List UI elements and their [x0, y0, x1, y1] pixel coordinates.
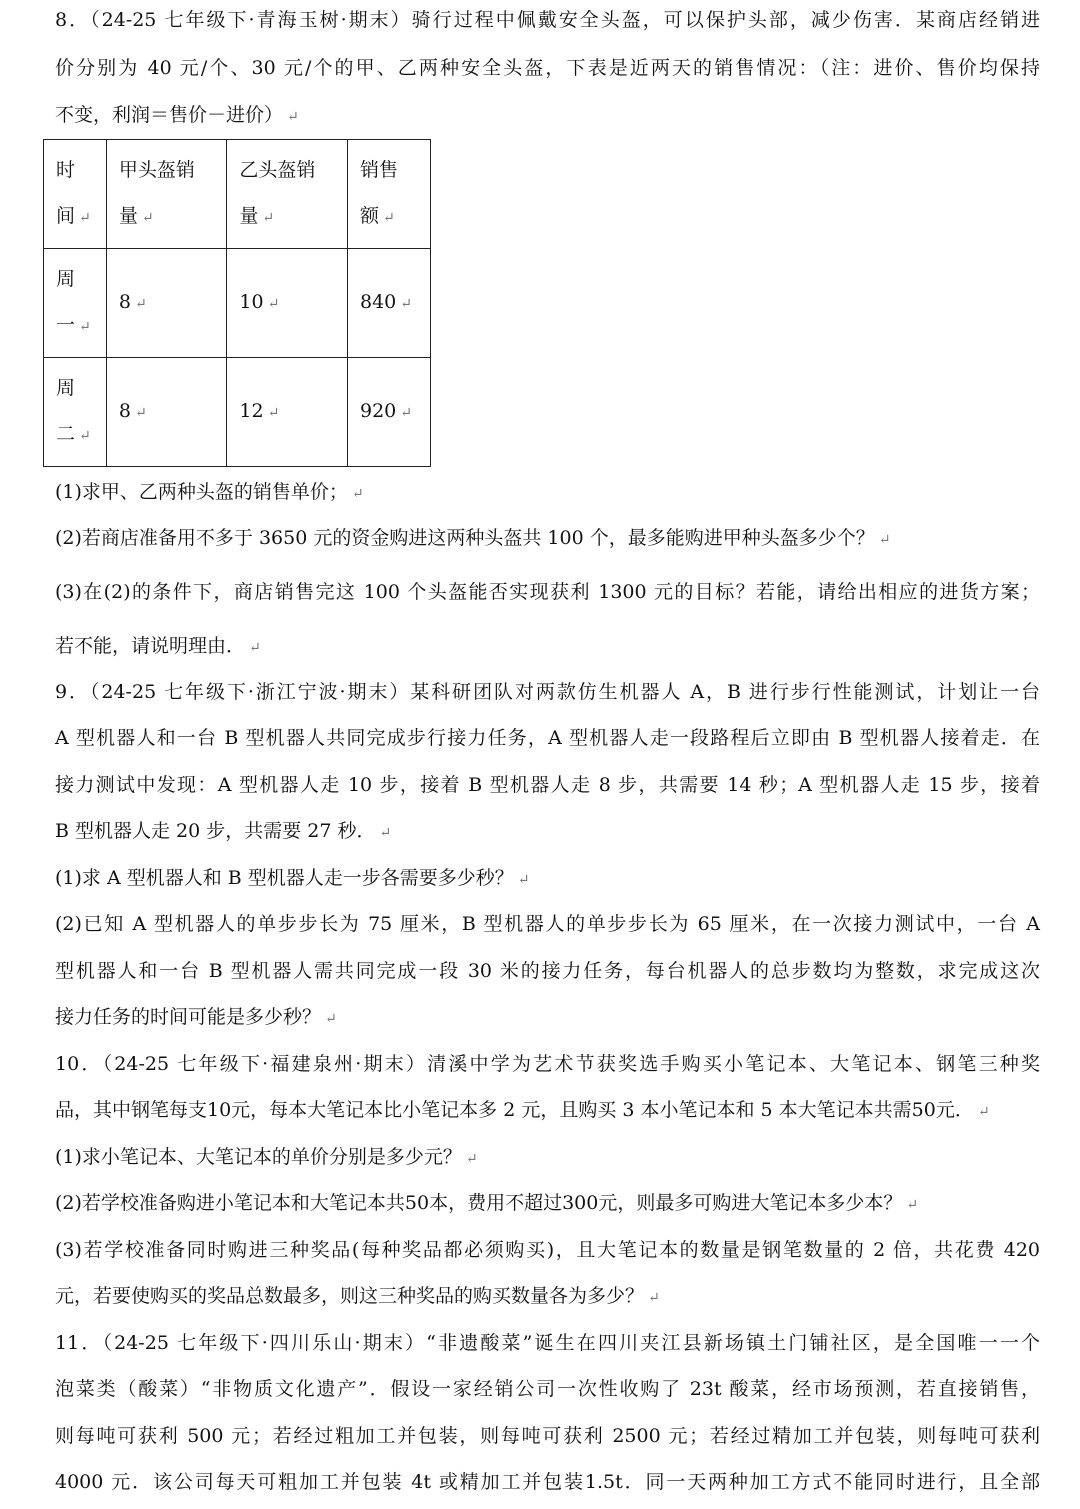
q11-line-4: 4000 元．该公司每天可粗加工并包装 4t 或精加工并包装1.5t．同一天两种加工方式不能同时进行，且全部	[55, 1471, 1040, 1493]
table-row	[44, 358, 431, 467]
return-mark-icon: ↵	[287, 109, 299, 125]
q10-part-3b: 元，若要使购买的奖品总数最多，则这三种奖品的购买数量各为多少？ ↵	[55, 1285, 660, 1307]
q8-part-3b: 若不能，请说明理由． ↵	[55, 635, 261, 657]
return-mark-icon: ↵	[267, 296, 280, 312]
return-mark-icon: ↵	[906, 1197, 919, 1213]
return-mark-icon: ↵	[325, 1011, 337, 1027]
header-cell-b-sales: 乙头盔销 量 ↵	[227, 140, 348, 249]
q10-part-2: (2)若学校准备购进小笔记本和大笔记本共50本，费用不超过300元，则最多可购进大笔记本多少本？ ↵	[55, 1192, 919, 1214]
q8-line-1: 8．（24-25 七年级下·青海玉树·期末）骑行过程中佩戴安全头盔，可以保护头部，减少伤害．某商店经销进	[55, 9, 1040, 31]
cell-total: 840 ↵	[348, 249, 431, 358]
cell-b: 12 ↵	[227, 358, 348, 467]
q9-part-2c: 接力任务的时间可能是多少秒？ ↵	[55, 1006, 337, 1028]
q10-line-2: 品，其中钢笔每支10元，每本大笔记本比小笔记本多 2 元，且购买 3 本小笔记本和 5 本大笔记本共需50元． ↵	[55, 1099, 990, 1121]
q10-part-3a: (3)若学校准备同时购进三种奖品(每种奖品都必须购买)，且大笔记本的数量是钢笔数量的 2 倍，共花费 420	[55, 1239, 1040, 1261]
cell-a: 8 ↵	[106, 249, 227, 358]
q11-line-2: 泡菜类（酸菜）“非物质文化遗产”．假设一家经销公司一次性收购了 23t 酸菜，经市场预测，若直接销售，	[55, 1378, 1040, 1400]
q10-part-1: (1)求小笔记本、大笔记本的单价分别是多少元？ ↵	[55, 1146, 478, 1168]
header-cell-revenue: 销售 额 ↵	[348, 140, 431, 249]
q9-part-1: (1)求 A 型机器人和 B 型机器人走一步各需要多少秒？ ↵	[55, 867, 530, 889]
return-mark-icon: ↵	[134, 405, 147, 421]
return-mark-icon: ↵	[465, 1151, 478, 1167]
q8-line-3: 不变，利润＝售价－进价） ↵	[55, 104, 299, 126]
q11-line-1: 11．（24-25 七年级下·四川乐山·期末）“非遗酸菜”诞生在四川夹江县新场镇土门铺社区，是全国唯一一个	[55, 1332, 1040, 1354]
return-mark-icon: ↵	[267, 405, 280, 421]
table-row	[44, 249, 431, 358]
return-mark-icon: ↵	[141, 210, 154, 226]
q9-part-2a: (2)已知 A 型机器人的单步步长为 75 厘米，B 型机器人的单步步长为 65 厘米，在一次接力测试中，一台 A	[55, 913, 1040, 935]
cell-day: 周 二 ↵	[44, 358, 107, 467]
return-mark-icon: ↵	[79, 210, 91, 226]
return-mark-icon: ↵	[648, 1290, 660, 1306]
q8-line-2: 价分别为 40 元/个、30 元/个的甲、乙两种安全头盔，下表是近两天的销售情况：（注：进价、售价均保持	[55, 57, 1040, 79]
q9-line-1: 9．（24-25 七年级下·浙江宁波·期末）某科研团队对两款仿生机器人 A，B 进行步行性能测试，计划让一台	[55, 681, 1040, 703]
q8-part-3a: (3)在(2)的条件下，商店销售完这 100 个头盔能否实现获利 1300 元的目标？若能，请给出相应的进货方案；	[55, 581, 1040, 603]
return-mark-icon: ↵	[79, 428, 91, 444]
return-mark-icon: ↵	[383, 210, 395, 226]
q8-part-2: (2)若商店准备用不多于 3650 元的资金购进这两种头盔共 100 个，最多能购进甲种头盔多少个？ ↵	[55, 527, 891, 549]
return-mark-icon: ↵	[249, 640, 261, 656]
cell-total: 920 ↵	[348, 358, 431, 467]
header-cell-a-sales: 甲头盔销 量 ↵	[106, 140, 227, 249]
q9-line-4: B 型机器人走 20 步，共需要 27 秒． ↵	[55, 820, 392, 842]
return-mark-icon: ↵	[878, 532, 891, 548]
q9-line-3: 接力测试中发现：A 型机器人走 10 步，接着 B 型机器人走 8 步，共需要 14 秒；A 型机器人走 15 步，接着	[55, 774, 1040, 796]
return-mark-icon: ↵	[977, 1104, 990, 1120]
q10-line-1: 10．（24-25 七年级下·福建泉州·期末）清溪中学为艺术节获奖选手购买小笔记本、大笔记本、钢笔三种奖	[55, 1053, 1040, 1075]
return-mark-icon: ↵	[400, 405, 412, 421]
return-mark-icon: ↵	[134, 296, 147, 312]
cell-day: 周 一 ↵	[44, 249, 107, 358]
return-mark-icon: ↵	[379, 825, 392, 841]
table-header-row	[44, 140, 431, 249]
sales-table	[43, 139, 431, 467]
return-mark-icon: ↵	[517, 872, 530, 888]
q11-line-3: 则每吨可获利 500 元；若经过粗加工并包装，则每吨可获利 2500 元；若经过精加工并包装，则每吨可获利	[55, 1425, 1040, 1447]
return-mark-icon: ↵	[262, 210, 275, 226]
q9-part-2b: 型机器人和一台 B 型机器人需共同完成一段 30 米的接力任务，每台机器人的总步数均为整数，求完成这次	[55, 960, 1040, 982]
cell-b: 10 ↵	[227, 249, 348, 358]
q9-line-2: A 型机器人和一台 B 型机器人共同完成步行接力任务，A 型机器人走一段路程后立即由 B 型机器人接着走．在	[55, 727, 1040, 749]
return-mark-icon: ↵	[79, 319, 91, 335]
cell-a: 8 ↵	[106, 358, 227, 467]
header-cell-time: 时 间 ↵	[44, 140, 107, 249]
q8-part-1: (1)求甲、乙两种头盔的销售单价； ↵	[55, 481, 364, 503]
return-mark-icon: ↵	[351, 486, 364, 502]
return-mark-icon: ↵	[400, 296, 412, 312]
